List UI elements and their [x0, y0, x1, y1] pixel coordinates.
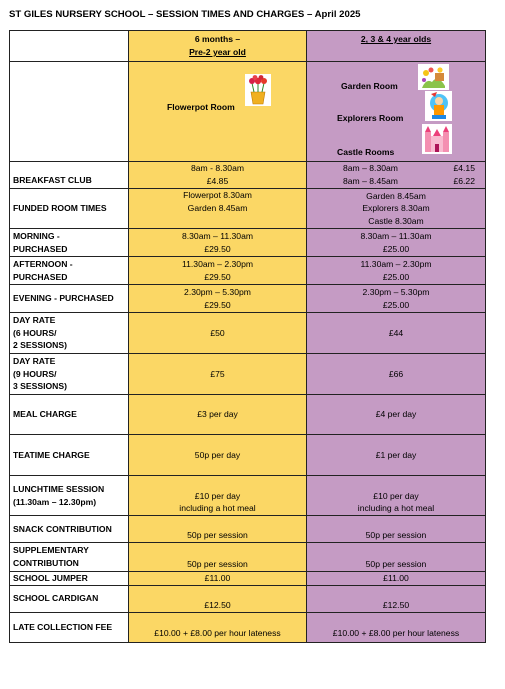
lunchtime-row: [10, 476, 486, 516]
castle-rooms-label: Castle Rooms: [337, 147, 395, 157]
dayrate6-col2: £44: [307, 313, 486, 354]
supplementary-col1: 50p per session: [129, 543, 307, 572]
teatime-row: [10, 435, 486, 476]
header-blank: [10, 31, 129, 62]
rooms-blank: [10, 62, 129, 162]
meal-label: MEAL CHARGE: [10, 395, 129, 435]
meal-col2: £4 per day: [307, 395, 486, 435]
funded-col2: Garden 8.45am Explorers 8.30am Castle 8.30am: [307, 189, 486, 229]
dayrate9-row: [10, 354, 486, 395]
breakfast-col1: 8am - 8.30am £4.85: [129, 162, 307, 189]
explorers-icon: [425, 91, 452, 125]
meal-row: [10, 395, 486, 435]
afternoon-col2: 11.30am – 2.30pm £25.00: [307, 257, 486, 285]
snack-col1: 50p per session: [129, 516, 307, 543]
flowerpot-room-cell: [129, 62, 307, 162]
charges-table: [9, 30, 486, 643]
dayrate6-label: DAY RATE (6 HOURS/ 2 SESSIONS): [10, 313, 129, 354]
meal-col1: £3 per day: [129, 395, 307, 435]
garden-icon: [418, 64, 449, 94]
evening-row: [10, 285, 486, 313]
teatime-col1: 50p per day: [129, 435, 307, 476]
flowerpot-icon: [245, 74, 271, 110]
morning-row: [10, 229, 486, 257]
jumper-row: [10, 572, 486, 586]
header-col1: 6 months – Pre-2 year old: [129, 31, 307, 62]
lunchtime-col1: £10 per day including a hot meal: [129, 476, 307, 516]
late-col2: £10.00 + £8.00 per hour lateness: [307, 612, 486, 642]
lunchtime-col2: £10 per day including a hot meal: [307, 476, 486, 516]
morning-col2: 8.30am – 11.30am £25.00: [307, 229, 486, 257]
snack-row: [10, 516, 486, 543]
jumper-label: SCHOOL JUMPER: [10, 572, 129, 586]
dayrate6-col1: £50: [129, 313, 307, 354]
supplementary-col2: 50p per session: [307, 543, 486, 572]
funded-col1: Flowerpot 8.30am Garden 8.45am: [129, 189, 307, 229]
jumper-col2: £11.00: [307, 572, 486, 586]
funded-row: [10, 189, 486, 229]
supplementary-label: SUPPLEMENTARY CONTRIBUTION: [10, 543, 129, 572]
header-col2: 2, 3 & 4 year olds: [307, 31, 486, 62]
late-col1: £10.00 + £8.00 per hour lateness: [129, 612, 307, 642]
funded-label: FUNDED ROOM TIMES: [10, 189, 129, 229]
snack-label: SNACK CONTRIBUTION: [10, 516, 129, 543]
rooms-col2-cell: [307, 62, 486, 162]
cardigan-label: SCHOOL CARDIGAN: [10, 585, 129, 612]
explorers-room-label: Explorers Room: [337, 113, 404, 123]
snack-col2: 50p per session: [307, 516, 486, 543]
evening-col1: 2.30pm – 5.30pm £29.50: [129, 285, 307, 313]
lunchtime-label: LUNCHTIME SESSION (11.30am – 12.30pm): [10, 476, 129, 516]
flowerpot-room-label: Flowerpot Room: [167, 102, 235, 112]
rooms-row: [10, 62, 486, 162]
cardigan-col2: £12.50: [307, 585, 486, 612]
evening-label: EVENING - PURCHASED: [10, 285, 129, 313]
afternoon-row: [10, 257, 486, 285]
page-title: ST GILES NURSERY SCHOOL – SESSION TIMES AND CHARGES – April 2025: [9, 9, 361, 20]
dayrate6-row: [10, 313, 486, 354]
breakfast-row: [10, 162, 486, 189]
teatime-col2: £1 per day: [307, 435, 486, 476]
dayrate9-col1: £75: [129, 354, 307, 395]
cardigan-row: [10, 585, 486, 612]
supplementary-row: [10, 543, 486, 572]
breakfast-col2: 8am – 8.30am £4.15 8am – 8.45am £6.22: [307, 162, 486, 189]
morning-label: MORNING - PURCHASED: [10, 229, 129, 257]
teatime-label: TEATIME CHARGE: [10, 435, 129, 476]
late-row: [10, 612, 486, 642]
evening-col2: 2.30pm – 5.30pm £25.00: [307, 285, 486, 313]
late-label: LATE COLLECTION FEE: [10, 612, 129, 642]
castle-icon: [422, 124, 452, 158]
jumper-col1: £11.00: [129, 572, 307, 586]
dayrate9-col2: £66: [307, 354, 486, 395]
afternoon-col1: 11.30am – 2.30pm £29.50: [129, 257, 307, 285]
header-row: [10, 31, 486, 62]
morning-col1: 8.30am – 11.30am £29.50: [129, 229, 307, 257]
cardigan-col1: £12.50: [129, 585, 307, 612]
garden-room-label: Garden Room: [341, 81, 398, 91]
dayrate9-label: DAY RATE (9 HOURS/ 3 SESSIONS): [10, 354, 129, 395]
afternoon-label: AFTERNOON - PURCHASED: [10, 257, 129, 285]
breakfast-label: BREAKFAST CLUB: [10, 162, 129, 189]
